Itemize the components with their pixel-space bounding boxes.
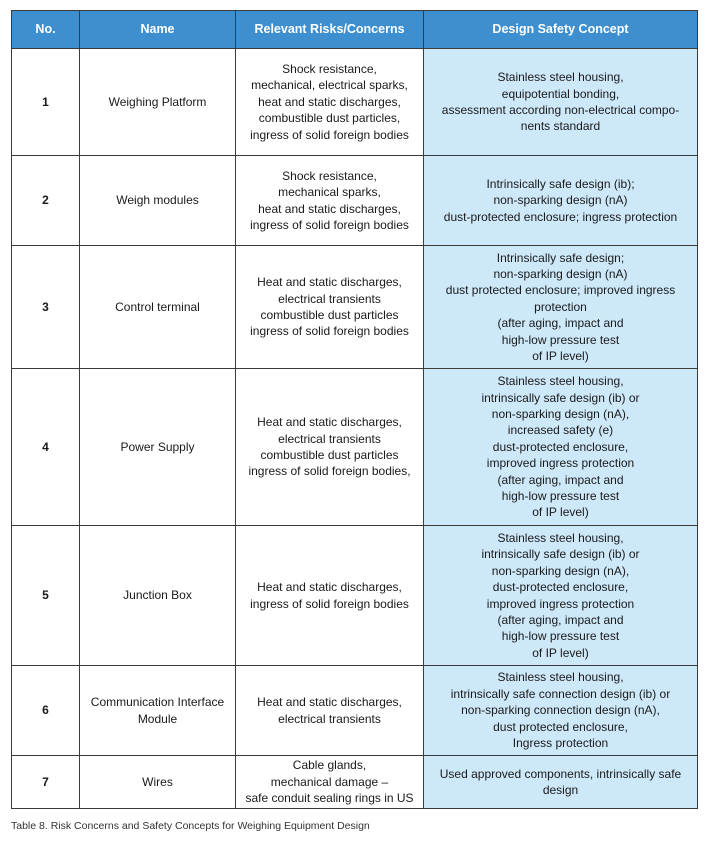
- cell-concept: [424, 369, 698, 526]
- header-concept: Design Safety Concept: [424, 11, 698, 49]
- cell-line: non-sparking design (nA),: [491, 406, 630, 421]
- cell-line: (after aging, impact and: [497, 612, 624, 627]
- table-row: [12, 756, 698, 809]
- cell-line: Cable glands,: [292, 758, 367, 773]
- table-body: [12, 49, 698, 809]
- cell-name: [80, 246, 236, 369]
- cell-line: nents standard: [520, 119, 601, 134]
- cell-risks: [236, 756, 424, 809]
- cell-line: mechanical, electrical sparks,: [251, 78, 408, 93]
- cell-line: (after aging, impact and: [497, 472, 624, 487]
- table-caption: Table 8. Risk Concerns and Safety Concepts for Weighing Equipment Design: [11, 820, 370, 832]
- cell-line: safe conduit sealing rings in US: [245, 791, 414, 806]
- cell-line: heat and static discharges,: [258, 94, 401, 109]
- table-header-row: [12, 11, 698, 49]
- cell-line: high-low pressure test: [501, 489, 620, 504]
- cell-line: Used approved components, intrinsically safe: [439, 766, 682, 781]
- cell-line: Heat and static discharges,: [257, 580, 402, 595]
- cell-no: 4: [12, 369, 80, 526]
- cell-no: 5: [12, 526, 80, 666]
- cell-line: increased safety (e): [507, 423, 614, 438]
- cell-line: Heat and static discharges,: [257, 695, 402, 710]
- cell-line: protection: [534, 299, 587, 314]
- cell-line: intrinsically safe design (ib) or: [481, 390, 640, 405]
- cell-line: Junction Box: [123, 588, 192, 603]
- cell-concept: [424, 666, 698, 756]
- cell-no: 7: [12, 756, 80, 809]
- cell-risks: [236, 49, 424, 156]
- cell-line: of IP level): [532, 505, 589, 520]
- cell-no: 3: [12, 246, 80, 369]
- cell-risks: [236, 156, 424, 246]
- cell-line: high-low pressure test: [501, 629, 620, 644]
- cell-line: Stainless steel housing,: [497, 530, 624, 545]
- cell-line: dust-protected enclosure,: [492, 439, 629, 454]
- table-row: [12, 156, 698, 246]
- cell-line: mechanical damage –: [270, 774, 389, 789]
- cell-line: Weighing Platform: [108, 94, 207, 109]
- header-risks: Relevant Risks/Concerns: [236, 11, 424, 49]
- cell-line: Stainless steel housing,: [497, 374, 624, 389]
- cell-line: heat and static discharges,: [258, 201, 401, 216]
- cell-line: dust-protected enclosure,: [492, 580, 629, 595]
- cell-concept: [424, 49, 698, 156]
- cell-risks: [236, 666, 424, 756]
- cell-line: intrinsically safe connection design (ib) or: [450, 686, 671, 701]
- cell-line: combustible dust particles: [260, 308, 399, 322]
- cell-risks: [236, 526, 424, 666]
- cell-no: 2: [12, 156, 80, 246]
- cell-line: Ingress protection: [512, 736, 609, 751]
- cell-line: non-sparking design (nA): [493, 266, 628, 281]
- cell-concept: [424, 526, 698, 666]
- cell-line: Wires: [142, 774, 173, 789]
- cell-line: assessment according non-electrical compo-: [441, 103, 680, 117]
- cell-line: Weigh modules: [116, 193, 199, 208]
- table-row: [12, 369, 698, 526]
- cell-line: combustible dust particles,: [258, 111, 401, 126]
- cell-line: electrical transients: [278, 431, 381, 446]
- cell-line: Heat and static discharges,: [257, 415, 402, 430]
- cell-line: non-sparking design (nA): [493, 193, 628, 208]
- cell-name: [80, 49, 236, 156]
- cell-line: non-sparking connection design (nA),: [461, 703, 660, 718]
- cell-line: Control terminal: [115, 299, 200, 314]
- cell-name: [80, 156, 236, 246]
- cell-concept: [424, 756, 698, 809]
- table-row: [12, 526, 698, 666]
- cell-line: Stainless steel housing,: [497, 70, 624, 85]
- cell-line: ingress of solid foreign bodies: [250, 217, 409, 232]
- cell-line: ingress of solid foreign bodies: [250, 596, 409, 611]
- cell-line: mechanical sparks,: [278, 185, 381, 200]
- cell-line: ingress of solid foreign bodies: [250, 324, 409, 339]
- cell-line: electrical transients: [278, 711, 381, 726]
- cell-no: 6: [12, 666, 80, 756]
- table-row: [12, 246, 698, 369]
- cell-name: [80, 666, 236, 756]
- cell-line: dust-protected enclosure; ingress protection: [443, 209, 678, 224]
- cell-line: (after aging, impact and: [497, 316, 624, 331]
- cell-line: ingress of solid foreign bodies: [250, 127, 409, 142]
- cell-concept: [424, 246, 698, 369]
- cell-line: of IP level): [532, 349, 589, 364]
- cell-line: Intrinsically safe design (ib);: [486, 176, 635, 191]
- cell-line: Stainless steel housing,: [497, 670, 624, 685]
- cell-name: [80, 369, 236, 526]
- cell-line: combustible dust particles: [260, 448, 399, 462]
- cell-line: Heat and static discharges,: [257, 275, 402, 290]
- cell-name: [80, 756, 236, 809]
- cell-concept: [424, 156, 698, 246]
- cell-name: [80, 526, 236, 666]
- cell-line: dust protected enclosure; improved ingress: [445, 283, 676, 298]
- cell-line: Module: [137, 711, 178, 726]
- cell-line: Power Supply: [120, 439, 195, 454]
- cell-line: Shock resistance,: [282, 168, 377, 183]
- cell-line: dust protected enclosure,: [493, 719, 628, 734]
- cell-line: design: [542, 783, 579, 797]
- cell-line: intrinsically safe design (ib) or: [481, 547, 640, 562]
- cell-line: electrical transients: [278, 291, 381, 306]
- header-no: No.: [12, 11, 80, 49]
- table-row: [12, 49, 698, 156]
- cell-line: ingress of solid foreign bodies,: [248, 464, 411, 479]
- cell-risks: [236, 369, 424, 526]
- risk-concepts-table: [11, 10, 698, 809]
- cell-line: Communication Interface: [90, 695, 225, 710]
- cell-line: Intrinsically safe design;: [496, 250, 625, 265]
- cell-line: Shock resistance,: [282, 61, 377, 76]
- cell-line: improved ingress protection: [486, 596, 635, 611]
- cell-line: of IP level): [532, 645, 589, 660]
- table-row: [12, 666, 698, 756]
- header-name: Name: [80, 11, 236, 49]
- cell-line: improved ingress protection: [486, 456, 635, 471]
- cell-risks: [236, 246, 424, 369]
- cell-line: equipotential bonding,: [501, 86, 620, 101]
- cell-line: high-low pressure test: [501, 332, 620, 347]
- cell-no: 1: [12, 49, 80, 156]
- cell-line: non-sparking design (nA),: [491, 563, 630, 578]
